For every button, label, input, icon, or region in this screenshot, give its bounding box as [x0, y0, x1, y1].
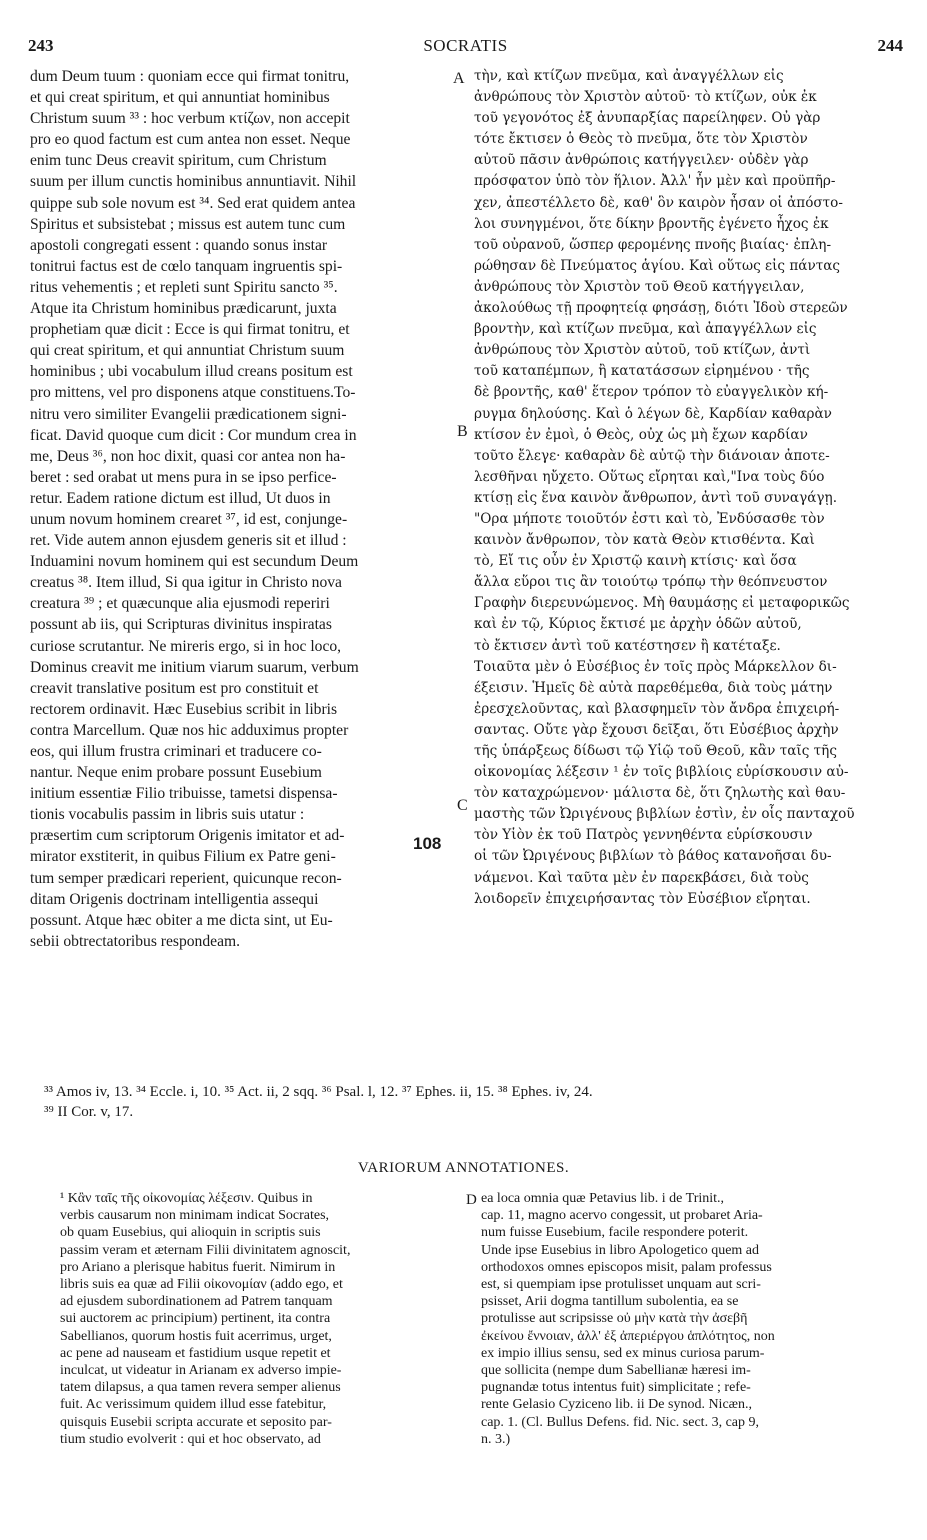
latin-text-line: Christum suum ³³ : hoc verbum κτίζων, non accepit — [30, 110, 350, 128]
latin-text-line: creatus ³⁸. Item illud, Si qua igitur in Christo nova — [30, 574, 342, 592]
latin-text-line: Atque ita Christum hominibus prædicarunt, juxta — [30, 300, 337, 318]
latin-text-line: præsertim cum scriptorum Origenis imitator et ad- — [30, 827, 345, 845]
column-marker-b: B — [457, 423, 468, 440]
latin-text-line: prophetiam quæ dicit : Ecce is qui firmat tonitru, et — [30, 321, 350, 339]
greek-text-line: τὴν, καὶ κτίζων πνεῦμα, καὶ ἀναγγέλλων εἰς — [474, 68, 784, 84]
latin-text-line: me, Deus ³⁶, non hoc dixit, quasi cor antea non ha- — [30, 447, 346, 465]
greek-text-line: μαστὴς τῶν Ὠριγένους βιβλίων ἐστὶν, ἐν οἷς πανταχοῦ — [474, 806, 855, 823]
annotation-line: protulisse aut scripsisse οὐ μὴν κατὰ τὴν ἀσεβῆ — [481, 1311, 748, 1327]
latin-text-line: creatura ³⁹ ; et quæcunque alia ejusmodi reperiri — [30, 595, 330, 613]
greek-text-line: σαντας. Οὔτε γὰρ ἔχουσι δεῖξαι, ὅτι Εὐσέβιος ἀρχὴν — [474, 721, 839, 738]
annotations-right-column — [481, 1190, 896, 1448]
latin-text-line: nitru vero similiter Evangelii prædicationem signi- — [30, 405, 347, 423]
annotation-line: orthodoxos omnes episcopos misit, palam professus — [481, 1259, 772, 1275]
latin-column — [30, 66, 445, 952]
greek-text-line: βροντὴν, καὶ κτίζων πνεῦμα, καὶ ἀπαγγέλλων εἰς — [474, 321, 817, 338]
latin-text-line: pro eo quod factum est cum antea non esset. Neque — [30, 131, 351, 149]
greek-text-line: ἀνθρώπους τὸν Χριστὸν αὐτοῦ· τὸ κτίζων, οὐκ ἐκ — [474, 89, 817, 106]
greek-text-line: ἀνθρώπους τὸν Χριστὸν αὐτοῦ, τοῦ κτίζων, ἀντὶ — [474, 342, 811, 359]
latin-text-line: beret : sed orabat ut mens pura in se ipso perfice- — [30, 468, 337, 486]
column-marker-c: C — [457, 797, 468, 814]
latin-text-line: et qui creat spiritum, et qui annuntiat hominibus — [30, 89, 330, 107]
annotation-line: ἐκείνου ἔννοιαν, ἀλλ' ἐξ ἀπεριέργου ἁπλότητος, non — [481, 1328, 775, 1344]
greek-text-line: καινὸν ἄνθρωπον, τὸν κατὰ Θεὸν κτισθέντα. Καὶ — [474, 532, 815, 549]
annotation-line: est, si quempiam ipse protulisset unquam aut scri- — [481, 1277, 761, 1293]
greek-text-line: λοιδορεῖν ἐπιχειρήσαντας τὸν Εὐσέβιον εἴρηται. — [474, 890, 811, 907]
footnotes — [44, 1082, 894, 1122]
annotations-title: VARIORUM ANNOTATIONES. — [357, 1160, 570, 1176]
annotation-line: pugnandæ totus intentus fuit) simplicitate ; refe- — [481, 1380, 751, 1396]
annotation-line: pro Ariano a plerisque habitus fuerit. Nimirum in — [60, 1259, 336, 1275]
greek-text-line: λοι συνηγμένοι, ὅτε δίκην βροντῆς ἐγένετο ἦχος ἐκ — [474, 215, 829, 232]
page-header — [28, 36, 903, 60]
latin-text-line: Dominus creavit me initium viarum suarum, verbum — [30, 658, 359, 676]
annotation-line: libris suis ea quæ ad Filii οἰκονομίαν (addo ego, et — [60, 1277, 343, 1293]
greek-text-line: τῆς ὑπάρξεως δίδωσι τῷ Υἱῷ τοῦ Θεοῦ, κἂν ταῖς τῆς — [474, 743, 837, 759]
greek-text-line: τοῦ οὐρανοῦ, ὥσπερ φερομένης πνοῆς βιαίας· ἐπλη- — [474, 236, 832, 253]
running-title: SOCRATIS — [423, 36, 508, 55]
annotation-marker-d: D — [466, 1192, 477, 1208]
annotation-line: tium studio evolverit : qui et hoc observato, ad — [60, 1431, 321, 1447]
latin-text-line: mirator exstiterit, in quibus Filium ex Patre geni- — [30, 848, 336, 866]
latin-text-line: initium essentiæ Filio tribuisse, tametsi dispensa- — [30, 785, 338, 803]
annotation-line: inculcat, ut videatur in Arianam ex adverso impie- — [60, 1363, 342, 1379]
latin-text-line: Spiritus et subsistebat ; missus est autem tunc cum — [30, 215, 346, 233]
page-number-left: 243 — [28, 36, 54, 55]
greek-text-line: έξεισιν. Ἡμεῖς δὲ αὐτὰ παρεθέμεθα, διὰ τοὺς μάτην — [474, 679, 833, 696]
latin-text-line: eos, qui illum frustra criminari et traducere co- — [30, 743, 322, 760]
annotation-line: cap. 11, magno acervo congessit, ut probaret Aria- — [481, 1208, 763, 1224]
latin-text-line: quippe sub sole novum est ³⁴. Sed erat quidem antea — [30, 194, 356, 212]
latin-text-line: possunt ab iis, qui Scripturas divinitus inspiratas — [30, 616, 332, 634]
annotation-line: rente Gelasio Cyziceno lib. ii De synod. Nicæn., — [481, 1397, 752, 1413]
greek-text-line: ἀκολούθως τῇ προφητείᾳ φησάσῃ, διότι Ἰδοὺ στερεῶν — [474, 300, 848, 317]
annotation-line: n. 3.) — [481, 1431, 511, 1447]
greek-text-line: τοῦ καταπέμπων, ἢ κατατάσσων εἰρημένου · τῆς — [474, 363, 810, 380]
latin-text-line: creavit translative positum est pro constituit et — [30, 679, 319, 697]
annotations-left-column — [60, 1190, 460, 1448]
greek-text-line: λεσθῆναι ηὔχετο. Οὕτως εἴρηται καὶ,"Ινα τοὺς δύο — [474, 468, 825, 485]
annotation-line: fuit. Ac verissimum quidem illud esse fatebitur, — [60, 1397, 327, 1413]
greek-text-line: καὶ ἐν τῷ, Κύριος ἔκτισέ με ἀρχὴν ὁδῶν αὐτοῦ, — [474, 616, 802, 633]
greek-text-line: τὸν Υἱὸν ἐκ τοῦ Πατρὸς γεννηθέντα εὑρίσκουσιν — [474, 827, 813, 844]
latin-text-line: curiose scrutantur. Ne mireris ergo, si in hoc loco, — [30, 637, 342, 655]
greek-text-line: νάμενοι. Καὶ ταῦτα μὲν ἐν παρεκβάσει, διὰ τοὺς — [474, 869, 809, 886]
annotation-line: Sabellianos, quorum hostis fuit acerrimus, urget, — [60, 1328, 332, 1344]
annotation-line: psisset, Arii dogma tantillum subolentia, ea se — [481, 1294, 739, 1310]
annotation-line: sui auctorem ac principium) pertinent, ita contra — [60, 1311, 331, 1327]
annotation-line: tatem dilapsus, a qua tamen revera semper alienus — [60, 1380, 341, 1396]
latin-text-line: ret. Vide autem annon ejusdem generis sit et illud : — [30, 532, 347, 550]
latin-text-line: tonitrui factus est de cœlo tanquam ingruentis spi- — [30, 257, 343, 275]
latin-text-line: contra Marcellum. Quæ nos hic adduximus propter — [30, 721, 349, 739]
greek-column — [474, 66, 897, 910]
greek-text-line: ἐρεσχελοῦντας, καὶ βλασφημεῖν τὸν ἄνδρα ἐπιχειρή- — [474, 700, 840, 717]
footnote-line: ³³ Amos iv, 13. ³⁴ Eccle. i, 10. ³⁵ Act. ii, 2 sqq. ³⁶ Psal. l, 12. ³⁷ Ephes. ii, 15. ³⁸ Ephes. iv, 24. — [44, 1084, 593, 1100]
latin-text-line: apostoli congregati essent : quando sonus instar — [30, 236, 328, 254]
annotation-line: ob quam Eusebius, qui alioquin in scriptis suis — [60, 1225, 321, 1241]
latin-text-line: tionis vocabulis passim in libris suis utatur : — [30, 806, 305, 824]
latin-text-line: Induamini novum hominem qui est secundum Deum — [30, 553, 359, 571]
latin-text-line: nantur. Neque enim probare possunt Eusebium — [30, 764, 322, 782]
latin-text-line: possunt. Atque hæc obiter a me dicta sint, ut Eu- — [30, 911, 333, 929]
annotation-line: verbis causarum non minimam indicat Socrates, — [60, 1208, 330, 1224]
annotation-line: num fuisse Eusebium, facile respondere poterit. — [481, 1225, 749, 1241]
greek-text-line: Γραφὴν διερευνώμενος. Μὴ θαυμάσῃς εἰ μεταφορικῶς — [474, 595, 850, 612]
latin-text-line: unum novum hominem crearet ³⁷, id est, conjunge- — [30, 510, 348, 528]
annotation-line: ea loca omnia quæ Petavius lib. i de Trinit., — [481, 1191, 725, 1206]
annotation-line: cap. 1. (Cl. Bullus Defens. fid. Nic. sect. 3, cap 9, — [481, 1414, 759, 1430]
greek-text-line: τοῦτο ἔλεγε· καθαρὰν δὲ αὐτῷ τὴν διάνοιαν ἀποτε- — [474, 447, 830, 464]
greek-text-line: τοῦ γεγονότος ἐξ ἀνυπαρξίας παρείληφεν. Οὐ γὰρ — [474, 110, 821, 127]
greek-text-line: ἀνθρώπους τὸν Χριστὸν τοῦ Θεοῦ κατήγγειλαν, — [474, 278, 805, 295]
annotation-line: ac pene ad nauseam et fastidium usque repetit et — [60, 1345, 331, 1361]
annotation-line: ¹ Κἂν ταῖς τῆς οἰκονομίας λέξεσιν. Quibus in — [60, 1191, 313, 1206]
latin-text-line: dum Deum tuum : quoniam ecce qui firmat tonitru, — [30, 68, 350, 85]
annotation-line: que sollicita (nempe dum Sabellianæ hæresi im- — [481, 1363, 751, 1379]
latin-text-line: qui creat spiritum, et qui annuntiat Christum suum — [30, 342, 345, 360]
page-number-right: 244 — [877, 36, 903, 55]
annotation-line: ex impio illius sensu, sed ex minus curiosa parum- — [481, 1345, 765, 1361]
latin-text-line: ditam Origenis doctrinam intelligentia assequi — [30, 890, 319, 908]
latin-text-line: rectorem ordinavit. Hæc Eusebius scribit in libris — [30, 700, 338, 718]
latin-text-line: hominibus ; ubi vocabulum illud creans positum est — [30, 363, 353, 381]
latin-text-line: ritus vehementis ; et repleti sunt Spiritu sancto ³⁵. — [30, 278, 338, 296]
greek-text-line: τὸν καταχρώμενον· μάλιστα δὲ, ὅτι ζηλωτὴς καὶ θαυ- — [474, 785, 846, 802]
latin-text-line: enim tunc Deus creavit spiritum, cum Christum — [30, 152, 327, 170]
greek-text-line: τὸ ἔκτισεν ἀντὶ τοῦ κατέστησεν ἢ κατέταξε. — [474, 637, 781, 654]
annotation-line: ad ejusdem subordinationem ad Patrem tanquam — [60, 1294, 333, 1310]
latin-text-line: tum semper prædicari reperient, quicunque recon- — [30, 869, 342, 887]
greek-text-line: οἱ τῶν Ὠριγένους βιβλίων τὸ βάθος κατανοῆσαι δυ- — [474, 848, 832, 865]
latin-text-line: pro mittens, vel pro disponens atque constituens.To- — [30, 384, 356, 402]
greek-text-line: κτίσον ἐν ἐμοὶ, ὁ Θεὸς, οὐχ ὡς μὴ ἔχων καρδίαν — [474, 426, 808, 443]
latin-text-line: ficat. David quoque cum dicit : Cor mundum crea in — [30, 426, 357, 444]
greek-text-line: οἰκονομίας λέξεσιν ¹ ἐν τοῖς βιβλίοις εὑρίσκουσιν αὐ- — [474, 764, 849, 781]
annotation-line: passim veram et æternam Filii divinitatem agnoscit, — [60, 1242, 351, 1258]
edition-page-mark: 108 — [413, 834, 442, 853]
greek-text-line: χεν, ἀπεστέλλετο δὲ, καθ' ὃν καιρὸν ἦσαν οἱ ἀπόστο- — [474, 194, 843, 211]
latin-text-line: suum per illum cunctis hominibus annuntiavit. Nihil — [30, 173, 357, 191]
greek-text-line: τὸ, Εἴ τις οὖν ἐν Χριστῷ καινὴ κτίσις· καὶ ὅσα — [474, 553, 797, 570]
greek-text-line: τότε ἔκτισεν ὁ Θεὸς τὸ πνεῦμα, ὅτε τὸν Χριστὸν — [474, 131, 808, 148]
column-marker-a: A — [453, 70, 465, 87]
greek-text-line: "Ορα μήποτε τοιοῦτόν ἐστι καὶ τὸ, Ἐνδύσασθε τὸν — [474, 510, 825, 527]
greek-text-line: Τοιαῦτα μὲν ὁ Εὐσέβιος ἐν τοῖς πρὸς Μάρκελλον δι- — [474, 658, 837, 675]
greek-text-line: κτίσῃ εἰς ἕνα καινὸν ἄνθρωπον, ἀντὶ τοῦ συναγάγῃ. — [474, 489, 838, 506]
annotation-line: Unde ipse Eusebius in libro Apologetico quem ad — [481, 1242, 760, 1258]
latin-text-line: sebii obtrectatoribus respondeam. — [30, 932, 241, 950]
footnote-line: ³⁹ II Cor. v, 17. — [44, 1104, 134, 1120]
annotation-line: quisquis Eusebii scripta accurate et seposito par- — [60, 1414, 332, 1430]
greek-text-line: ρυγμα δηλούσης. Καὶ ὁ λέγων δὲ, Καρδίαν καθαρὰν — [474, 405, 832, 422]
greek-text-line: δὲ βροντῆς, καθ' ἕτερον τρόπον τὸ εὐαγγελικὸν κή- — [474, 384, 829, 401]
greek-text-line: αὐτοῦ πᾶσιν ἀνθρώποις κατήγγειλεν· οὐδὲν γὰρ — [474, 152, 809, 169]
greek-text-line: ρώθησαν δὲ Πνεύματος ἁγίου. Καὶ οὕτως εἰς πάντας — [474, 257, 841, 274]
greek-text-line: πρόσφατον ὑπὸ τὸν ἥλιον. Ἀλλ' ἦν μὲν καὶ προϋπῆρ- — [474, 173, 836, 190]
latin-text-line: retur. Eadem ratione dictum est illud, Ut duos in — [30, 489, 331, 507]
greek-text-line: ἄλλα εὕροι τις ἂν τοιούτῳ τρόπῳ τὴν θεόπνευστον — [474, 574, 828, 591]
